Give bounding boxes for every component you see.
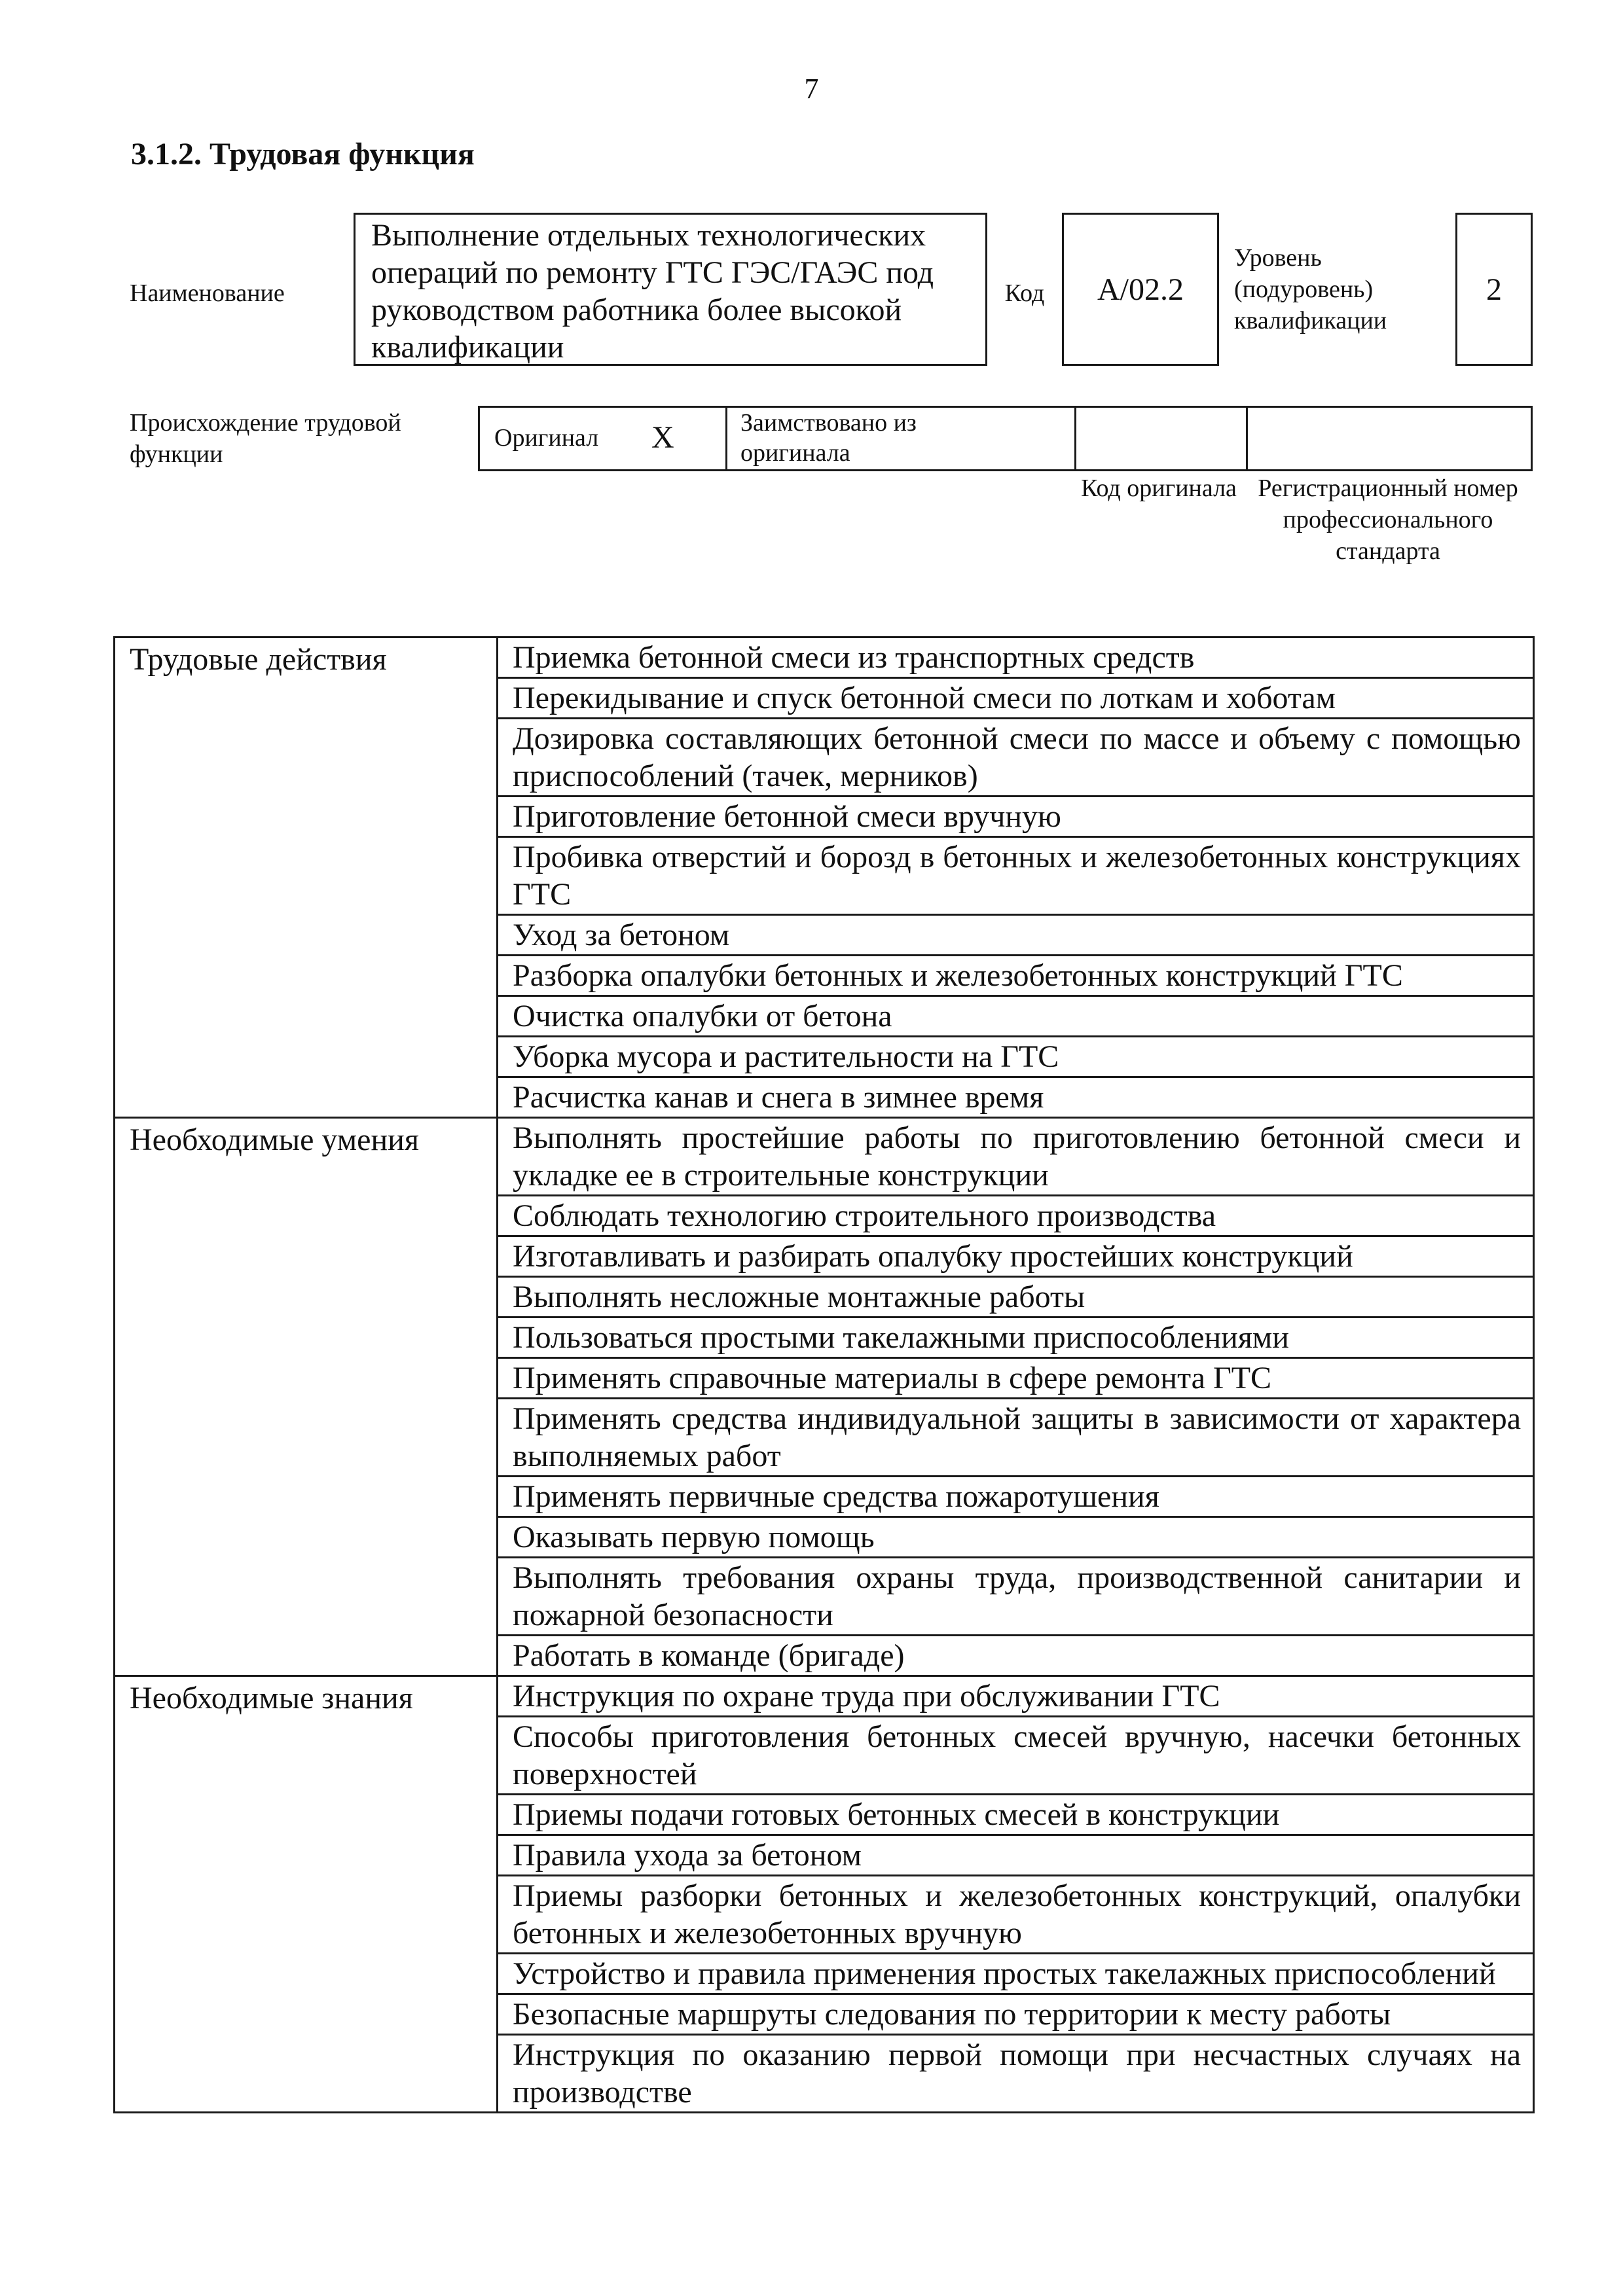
origin-divider-3	[1246, 408, 1248, 469]
name-label: Наименование	[130, 279, 285, 307]
origin-divider-1	[725, 408, 727, 469]
code-label: Код	[1004, 279, 1045, 307]
origin-divider-2	[1074, 408, 1076, 469]
section-item: Приготовление бетонной смеси вручную	[498, 797, 1534, 837]
section-item: Применять первичные средства пожаротушения	[498, 1477, 1534, 1517]
section-item: Выполнять требования охраны труда, производственной санитарии и пожарной безопасности	[498, 1558, 1534, 1636]
code-box	[1062, 213, 1219, 366]
table-row	[115, 1118, 1534, 1196]
original-label: Оригинал	[494, 424, 599, 452]
level-box	[1455, 213, 1533, 366]
level-value: 2	[1486, 272, 1502, 307]
section-item: Разборка опалубки бетонных и железобетонных конструкций ГТС	[498, 956, 1534, 996]
function-name-box	[354, 213, 987, 366]
section-item: Соблюдать технологию строительного производства	[498, 1196, 1534, 1236]
section-category: Необходимые знания	[115, 1676, 498, 2113]
section-item: Пользоваться простыми такелажными приспособлениями	[498, 1318, 1534, 1358]
section-item: Работать в команде (бригаде)	[498, 1636, 1534, 1676]
section-item: Дозировка составляющих бетонной смеси по массе и объему с помощью приспособлений (тачек, мерников)	[498, 719, 1534, 797]
section-item: Способы приготовления бетонных смесей вручную, насечки бетонных поверхностей	[498, 1717, 1534, 1795]
section-item: Уход за бетоном	[498, 915, 1534, 956]
table-row	[115, 1676, 1534, 1717]
section-item: Уборка мусора и растительности на ГТС	[498, 1037, 1534, 1077]
section-item: Применять справочные материалы в сфере ремонта ГТС	[498, 1358, 1534, 1399]
section-category: Необходимые умения	[115, 1118, 498, 1676]
section-item: Приемы разборки бетонных и железобетонных конструкций, опалубки бетонных и железобетонных вручную	[498, 1876, 1534, 1954]
origin-table	[478, 406, 1533, 471]
section-item: Инструкция по оказанию первой помощи при несчастных случаях на производстве	[498, 2035, 1534, 2113]
section-item: Очистка опалубки от бетона	[498, 996, 1534, 1037]
code-value: А/02.2	[1097, 272, 1184, 307]
section-item: Устройство и правила применения простых такелажных приспособлений	[498, 1954, 1534, 1994]
section-item: Безопасные маршруты следования по территории к месту работы	[498, 1994, 1534, 2035]
page-number: 7	[804, 73, 819, 105]
original-mark: X	[651, 420, 674, 455]
section-title: 3.1.2. Трудовая функция	[131, 137, 475, 171]
origin-label: Происхождение трудовой функции	[130, 409, 401, 468]
section-item: Пробивка отверстий и борозд в бетонных и железобетонных конструкциях ГТС	[498, 837, 1534, 915]
section-item: Приемка бетонной смеси из транспортных средств	[498, 637, 1534, 678]
section-item: Правила ухода за бетоном	[498, 1835, 1534, 1876]
code-original-caption: Код оригинала	[1081, 475, 1237, 502]
section-item: Применять средства индивидуальной защиты в зависимости от характера выполняемых работ	[498, 1399, 1534, 1477]
section-item: Выполнять простейшие работы по приготовлению бетонной смеси и укладке ее в строительные конструкции	[498, 1118, 1534, 1196]
section-item: Выполнять несложные монтажные работы	[498, 1277, 1534, 1318]
section-item: Перекидывание и спуск бетонной смеси по лоткам и хоботам	[498, 678, 1534, 719]
reg-number-caption: Регистрационный номер профессионального стандарта	[1258, 475, 1518, 565]
section-item: Приемы подачи готовых бетонных смесей в конструкции	[498, 1795, 1534, 1835]
borrowed-label: Заимствовано из оригинала	[740, 409, 917, 467]
section-item: Оказывать первую помощь	[498, 1517, 1534, 1558]
section-item: Инструкция по охране труда при обслуживании ГТС	[498, 1676, 1534, 1717]
labor-function-table	[113, 636, 1535, 2113]
section-item: Расчистка канав и снега в зимнее время	[498, 1077, 1534, 1118]
table-row	[115, 637, 1534, 678]
section-item: Изготавливать и разбирать опалубку простейших конструкций	[498, 1236, 1534, 1277]
level-label: Уровень (подуровень) квалификации	[1234, 244, 1387, 334]
function-name-value: Выполнение отдельных технологических операций по ремонту ГТС ГЭС/ГАЭС под руководством работника более высокой квалификации	[371, 218, 934, 365]
section-category: Трудовые действия	[115, 637, 498, 1118]
